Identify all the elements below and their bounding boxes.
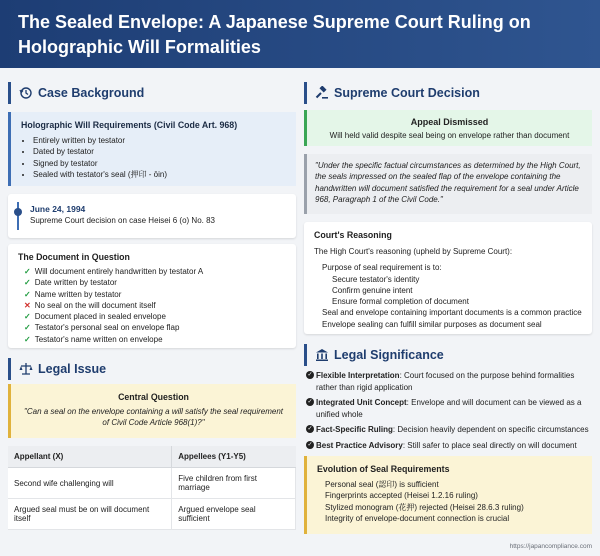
section-case-background	[8, 82, 296, 104]
list-item: Stylized monogram (花押) rejected (Heisei 28.6.3 ruling)	[325, 502, 524, 512]
check-icon: ✓	[24, 278, 31, 288]
check-circle-icon: ✓	[307, 372, 313, 378]
reasoning-purpose: Purpose of seal requirement is to:	[322, 263, 442, 273]
landmark-icon	[315, 348, 329, 362]
section-significance	[304, 344, 592, 366]
result-heading: Appeal Dismissed	[410, 117, 489, 127]
page-title: The Sealed Envelope: A Japanese Supreme Court Ruling on Holographic Will Formalities	[18, 12, 531, 57]
list-item: ✓ Fact-Specific Ruling: Decision heavily dependent on specific circumstances	[307, 425, 589, 434]
quote-text: "Under the specific factual circumstances as determined by the High Court, the seals impressed on the sealed flap of the envelope containing the handwritten will document satisfied the requirement for a seal under Article 968, Paragraph 1 of the Civil Code."	[315, 161, 581, 204]
reasoning-box	[304, 222, 592, 334]
cross-icon: ✕	[24, 300, 31, 310]
table-header: Appellees (Y1-Y5)	[172, 446, 296, 468]
timeline-line	[17, 202, 19, 230]
timeline-date: June 24, 1994	[30, 204, 86, 214]
section-legal-issue	[8, 358, 296, 380]
document-heading: The Document in Question	[18, 252, 130, 262]
table-cell: Argued envelope seal sufficient	[172, 499, 296, 530]
list-item: • Sealed with testator's seal (押印 - ōin)	[33, 169, 286, 180]
table-row	[8, 468, 296, 499]
list-item: Confirm genuine intent	[332, 285, 413, 295]
list-item: Secure testator's identity	[332, 274, 420, 284]
evolution-heading: Evolution of Seal Requirements	[317, 464, 450, 474]
list-item: ✓ Testator's personal seal on envelope flap	[24, 323, 180, 333]
section-title-text: Supreme Court Decision	[334, 86, 480, 100]
result-box	[304, 110, 592, 146]
requirements-heading: Holographic Will Requirements (Civil Code Art. 968)	[21, 120, 238, 130]
list-item: ✓ Document placed in sealed envelope	[24, 312, 166, 322]
table-cell: Argued seal must be on will document itself	[8, 499, 172, 530]
check-icon: ✓	[24, 312, 31, 322]
history-icon	[19, 86, 33, 100]
list-item: Ensure formal completion of document	[332, 297, 469, 307]
reasoning-heading: Court's Reasoning	[314, 230, 392, 240]
list-item: Seal and envelope containing important documents is a common practice	[322, 308, 582, 318]
list-item: Personal seal (認印) is sufficient	[325, 480, 439, 489]
page-header	[0, 0, 600, 68]
table-header-row	[8, 446, 296, 468]
central-question-heading: Central Question	[118, 392, 189, 402]
check-icon: ✓	[24, 289, 31, 299]
table-row	[8, 499, 296, 530]
table-header: Appellant (X)	[8, 446, 172, 468]
scale-icon	[19, 362, 33, 376]
decision-quote	[304, 154, 592, 214]
significance-list	[308, 370, 590, 455]
timeline-dot	[14, 208, 22, 216]
check-icon: ✓	[24, 334, 31, 344]
list-item: • Entirely written by testator	[33, 135, 286, 146]
check-circle-icon: ✓	[307, 399, 313, 405]
check-circle-icon: ✓	[307, 441, 313, 448]
check-icon: ✓	[24, 323, 31, 333]
list-item: ✓ Integrated Unit Concept: Envelope and will document can be viewed as a unified whole	[307, 398, 582, 419]
parties-table	[8, 446, 296, 530]
section-decision	[304, 82, 592, 104]
document-box	[8, 244, 296, 348]
list-item: Envelope sealing can fulfill similar purposes as document seal	[322, 319, 542, 329]
timeline-desc: Supreme Court decision on case Heisei 6 (o) No. 83	[30, 216, 215, 225]
section-title-text: Legal Significance	[334, 348, 444, 362]
section-title-text: Case Background	[38, 86, 145, 100]
table-cell: Second wife challenging will	[8, 468, 172, 499]
central-question-box	[8, 384, 296, 438]
timeline-event	[8, 194, 296, 238]
list-item: ✓ Testator's name written on envelope	[24, 334, 163, 344]
table-cell: Five children from first marriage	[172, 468, 296, 499]
list-item: ✓ Best Practice Advisory: Still safer to place seal directly on will document	[307, 440, 577, 450]
reasoning-intro: The High Court's reasoning (upheld by Supreme Court):	[314, 247, 513, 256]
central-question-text: "Can a seal on the envelope containing a will satisfy the seal requirement of Civil Code Article 968(1)?"	[24, 407, 283, 428]
footer-source[interactable]: https://japancompliance.com	[509, 543, 592, 550]
list-item: Integrity of envelope-document connection is crucial	[325, 513, 510, 523]
section-title-text: Legal Issue	[38, 362, 107, 376]
check-circle-icon: ✓	[307, 426, 313, 432]
list-item: Fingerprints accepted (Heisei 1.2.16 ruling)	[325, 491, 478, 501]
result-text: Will held valid despite seal being on envelope rather than document	[329, 131, 570, 140]
list-item: ✓ Will document entirely handwritten by testator A	[24, 267, 204, 276]
list-item: ✓ Flexible Interpretation: Court focused on the purpose behind formalities rather than rigid application	[307, 371, 575, 392]
gavel-icon	[315, 86, 329, 100]
check-icon: ✓	[24, 267, 31, 276]
requirements-list	[21, 135, 286, 180]
list-item: • Dated by testator	[33, 146, 286, 157]
list-item: ✓ Name written by testator	[24, 289, 122, 299]
list-item: • Signed by testator	[33, 158, 286, 169]
list-item: ✕ No seal on the will document itself	[24, 300, 156, 310]
requirements-box	[8, 112, 296, 186]
evolution-box	[304, 456, 592, 534]
list-item: ✓ Date written by testator	[24, 278, 117, 288]
